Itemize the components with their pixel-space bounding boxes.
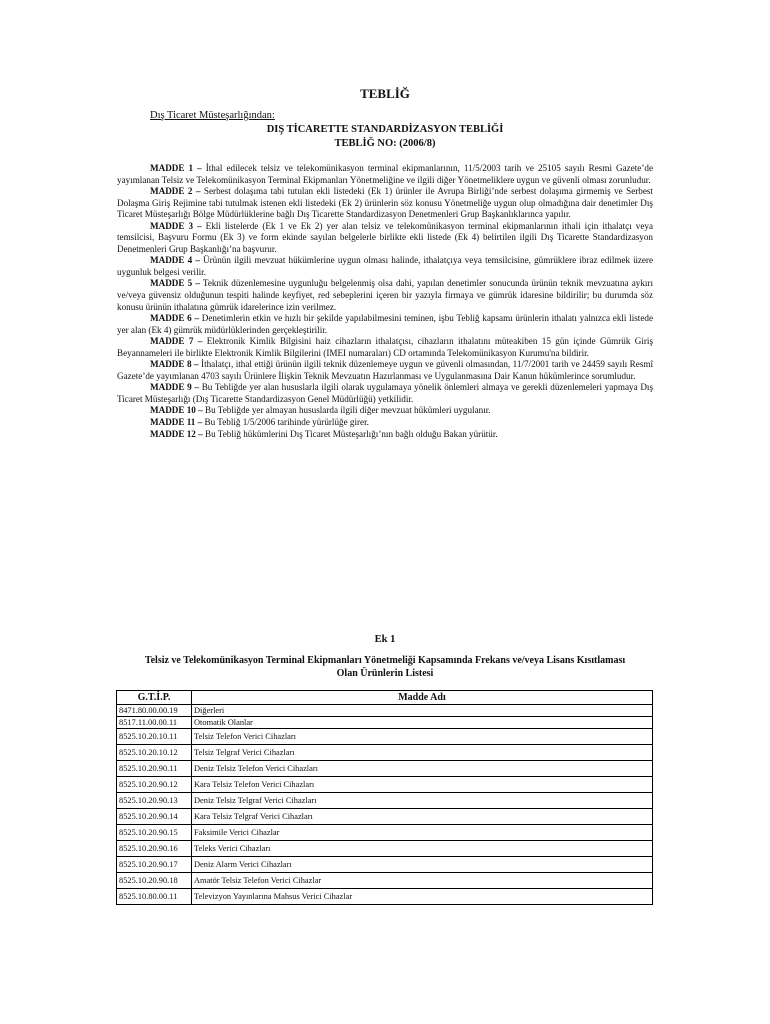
article-text: Bu Tebliğde yer alan hususlarla ilgili olarak uygulamaya yönelik önlemleri almaya ve gerekli düzenlemeleri yapmaya Dış Ticaret Müsteşarlığı (Dış Ticarette Standardizasyon Genel Müdürlüğü) yetkilidir. bbox=[117, 382, 654, 404]
article-text: Bu Tebliğ hükümlerini Dış Ticaret Müsteşarlığı’nın bağlı olduğu Bakan yürütür. bbox=[202, 428, 498, 439]
table-row bbox=[117, 889, 653, 905]
item-name: Telsiz Telgraf Verici Cihazları bbox=[192, 745, 653, 761]
table-row bbox=[117, 761, 653, 777]
article-text: Denetimlerin etkin ve hızlı bir şekilde yapılabilmesini teminen, işbu Tebliğ kapsamı ürünlerin ithalatı yalnızca ekli listede yer alan (Ek 4) gümrük müdürlüklerinden gerçekleştirilir. bbox=[117, 313, 653, 335]
table-row bbox=[117, 841, 653, 857]
article-heading: MADDE 5 – bbox=[150, 278, 200, 289]
article bbox=[117, 313, 653, 336]
table-row bbox=[117, 729, 653, 745]
item-name: Kara Telsiz Telefon Verici Cihazları bbox=[192, 777, 653, 793]
table-row bbox=[117, 809, 653, 825]
article-heading: MADDE 1 – bbox=[150, 163, 202, 173]
table-row bbox=[117, 825, 653, 841]
item-name: Diğerleri bbox=[192, 705, 653, 717]
article bbox=[117, 186, 653, 221]
article bbox=[117, 359, 653, 382]
column-header-gtip: G.T.İ.P. bbox=[117, 691, 192, 705]
article bbox=[117, 405, 653, 417]
communique-number: TEBLİĞ NO: (2006/8) bbox=[334, 138, 436, 149]
gtip-code: 8525.10.80.00.11 bbox=[117, 889, 192, 905]
annex-label: Ek 1 bbox=[374, 634, 396, 645]
item-name: Telsiz Telefon Verici Cihazları bbox=[192, 729, 653, 745]
article-text: Bu Tebliğde yer almayan hususlarda ilgili diğer mevzuat hükümleri uygulanır. bbox=[202, 405, 491, 416]
article-heading: MADDE 12 – bbox=[150, 428, 203, 439]
article-heading: MADDE 8 – bbox=[150, 359, 199, 370]
table-header-row bbox=[117, 691, 653, 705]
item-name: Kara Telsiz Telgraf Verici Cihazları bbox=[192, 809, 653, 825]
table-row bbox=[117, 873, 653, 889]
article bbox=[117, 163, 653, 186]
table-row bbox=[117, 717, 653, 729]
article-heading: MADDE 11 – bbox=[150, 417, 203, 428]
communique-name: DIŞ TİCARETTE STANDARDİZASYON TEBLİĞİ bbox=[266, 124, 504, 135]
gtip-code: 8525.10.20.90.12 bbox=[117, 777, 192, 793]
article bbox=[117, 278, 653, 313]
item-name: Otomatik Olanlar bbox=[192, 717, 653, 729]
article-heading: MADDE 9 – bbox=[150, 382, 200, 393]
article bbox=[117, 382, 653, 405]
item-name: Teleks Verici Cihazları bbox=[192, 841, 653, 857]
item-name: Faksimile Verici Cihazlar bbox=[192, 825, 653, 841]
item-name: Televizyon Yayınlarına Mahsus Verici Cihazlar bbox=[192, 889, 653, 905]
gtip-code: 8471.80.00.00.19 bbox=[117, 705, 192, 717]
article bbox=[117, 417, 653, 429]
gtip-code: 8525.10.20.90.15 bbox=[117, 825, 192, 841]
gtip-code: 8525.10.20.90.14 bbox=[117, 809, 192, 825]
item-name: Deniz Telsiz Telgraf Verici Cihazları bbox=[192, 793, 653, 809]
gtip-code: 8525.10.20.90.11 bbox=[117, 761, 192, 777]
table-row bbox=[117, 793, 653, 809]
article-heading: MADDE 10 – bbox=[150, 405, 203, 416]
table-row bbox=[117, 705, 653, 717]
article-text: Ürünün ilgili mevzuat hükümlerine uygun olması halinde, ithalatçıya veya temsilcisine, gümrüklere ibraz edilmek üzere uygunluk belgesi verilir. bbox=[117, 255, 654, 277]
gtip-code: 8525.10.20.90.17 bbox=[117, 857, 192, 873]
document-title: TEBLİĞ bbox=[360, 86, 410, 101]
article bbox=[117, 255, 653, 278]
gtip-code: 8525.10.20.90.18 bbox=[117, 873, 192, 889]
gtip-code: 8517.11.00.00.11 bbox=[117, 717, 192, 729]
article-heading: MADDE 3 – bbox=[150, 220, 202, 231]
article bbox=[117, 429, 653, 441]
article bbox=[117, 336, 653, 359]
item-name: Deniz Telsiz Telefon Verici Cihazları bbox=[192, 761, 653, 777]
gtip-code: 8525.10.20.10.11 bbox=[117, 729, 192, 745]
column-header-item-name: Madde Adı bbox=[192, 691, 653, 705]
item-name: Deniz Alarm Verici Cihazları bbox=[192, 857, 653, 873]
article-text: Elektronik Kimlik Bilgisini haiz cihazların ithalatçısı, cihazların ithalatını müteakiben 15 gün içinde Gümrük Giriş Beyannameleri ile birlikte Elektronik Kimlik Bilgilerini (IMEI numaraları) CD ortamında Telekomünikasyon Kurumu'na bildirir. bbox=[117, 336, 654, 358]
article-text: İthal edilecek telsiz ve telekomünikasyon terminal ekipmanlarının, 11/5/2003 tarih ve 25105 sayılı Resmi Gazete’de yayımlanan Telsiz ve Telekomünikasyon Terminal Ekipmanları Yönetmeliğine ve ilgili diğer Yönetmeliklere uygun ve güvenli olması zorunludur. bbox=[117, 163, 654, 185]
item-name: Amatör Telsiz Telefon Verici Cihazlar bbox=[192, 873, 653, 889]
article-text: Bu Tebliğ 1/5/2006 tarihinde yürürlüğe girer. bbox=[202, 417, 369, 428]
article-text: İthalatçı, ithal ettiği ürünün ilgili teknik düzenlemeye uygun ve güvenli olmasından, 11/7/2001 tarih ve 24459 sayılı Resmî Gazete’de yayımlanan 4703 sayılı Ürünlere İlişkin Teknik Mevzuatın Hazırlanması ve Uygulanmasına Dair Kanun hükümlerince sorumludur. bbox=[117, 359, 653, 381]
gtip-code: 8525.10.20.90.16 bbox=[117, 841, 192, 857]
article-text: Serbest dolaşıma tabi tutulan ekli listedeki (Ek 1) ürünler ile Avrupa Birliği’nde serbest dolaşıma girmemiş ve Serbest Dolaşma Giriş Rejimine tabi tutulmak istenen ekli listedeki (Ek 2) ürünlerin söz konusu Yönetmeliğe uygun olup olmadığına dair denetimler Dış Ticaret Müsteşarlığı Bölge Müdürlüklerine bağlı Dış Ticarette Standardizasyon Denetmenleri Grup Başkanlıklarınca yapılır. bbox=[117, 186, 653, 220]
article-heading: MADDE 4 – bbox=[150, 255, 200, 266]
table-row bbox=[117, 777, 653, 793]
article-text: Teknik düzenlemesine uygunluğu belgelenmiş olsa dahi, yapılan denetimler sonucunda ürünün teknik mevzuatına aykırı ve/veya güvensiz olduğunun tespiti halinde keyfiyet, red sebeplerini içeren bir yazıyla firmaya ve gümrük idaresine bildirilir; bu durumda söz konusu ürünün ithalatına gümrük idarelerince izin verilmez. bbox=[117, 278, 654, 312]
article-heading: MADDE 7 – bbox=[150, 336, 203, 347]
table-row bbox=[117, 857, 653, 873]
table-row bbox=[117, 745, 653, 761]
article bbox=[117, 221, 653, 256]
articles-body bbox=[117, 163, 653, 440]
gtip-code: 8525.10.20.90.13 bbox=[117, 793, 192, 809]
article-heading: MADDE 6 – bbox=[150, 313, 200, 324]
article-text: Ekli listelerde (Ek 1 ve Ek 2) yer alan telsiz ve telekomünikasyon terminal ekipmanlarının ithali için ithalatçı veya temsilcisi, Başvuru Formu (Ek 3) ve form ekinde sayılan belgelerle birlikte ekli listede (Ek 4) belirtilen ilgili Dış Ticarette Standardizasyon Denetmenleri Grup Başkanlığı’na başvurur. bbox=[117, 220, 654, 254]
annex-heading: Telsiz ve Telekomünikasyon Terminal Ekipmanları Yönetmeliği Kapsamında Frekans ve/veya Lisans Kısıtlaması Olan Ürünlerin Listesi bbox=[144, 655, 626, 679]
gtip-code: 8525.10.20.10.12 bbox=[117, 745, 192, 761]
article-heading: MADDE 2 – bbox=[150, 186, 201, 197]
issuer-line: Dış Ticaret Müsteşarlığından: bbox=[150, 110, 275, 121]
product-list-table bbox=[116, 690, 653, 905]
